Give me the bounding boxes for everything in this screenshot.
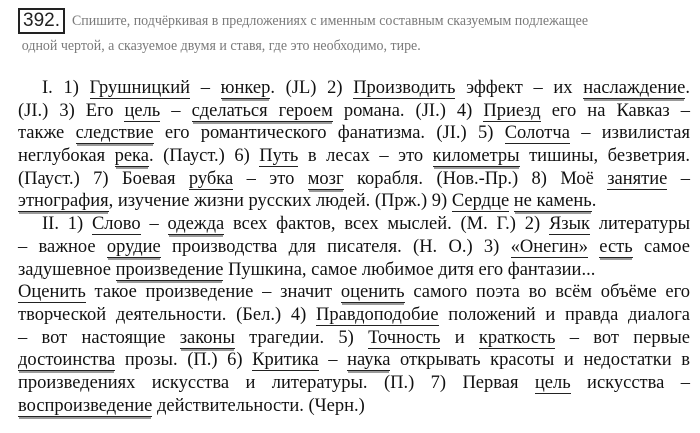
subject-word: Оценить bbox=[18, 282, 86, 303]
text-segment: (JI.) 3) Его bbox=[18, 100, 125, 121]
text-line bbox=[18, 190, 690, 213]
text-line bbox=[18, 327, 690, 350]
subject-word: цель bbox=[534, 372, 571, 393]
text-segment: всех фактов, всех мыслей. (М. Г.) 2) bbox=[224, 214, 549, 235]
text-segment: . (JL) 2) bbox=[270, 78, 354, 98]
text-segment: трагедии. 5) bbox=[234, 327, 369, 348]
text-segment: также bbox=[18, 123, 76, 144]
predicate-word: не камень bbox=[513, 191, 592, 212]
text-segment: Пушкина, самое любимое дитя его фантазии... bbox=[223, 259, 596, 280]
text-segment: – извилистая bbox=[569, 123, 691, 144]
text-segment: открывать красоты и недостатки в bbox=[390, 350, 691, 371]
text-segment: – bbox=[190, 78, 221, 98]
subject-word: Приезд bbox=[483, 100, 541, 121]
instruction-line-2: одной чертой, а сказуемое двумя и ставя, где это необходимо, тире. bbox=[21, 38, 421, 54]
exercise-text bbox=[18, 77, 690, 417]
text-segment: и bbox=[440, 327, 479, 348]
text-segment: (Пауст.) 7) Боевая bbox=[18, 168, 189, 189]
predicate-word: мозг bbox=[307, 168, 344, 189]
predicate-word: достоинства bbox=[18, 350, 116, 371]
text-segment: задушевное bbox=[18, 259, 116, 280]
predicate-word: есть bbox=[599, 236, 633, 257]
text-segment bbox=[588, 237, 599, 257]
subject-word: Солотча bbox=[504, 123, 570, 144]
predicate-word: километры bbox=[432, 146, 520, 167]
text-segment: – это bbox=[233, 168, 308, 189]
text-segment: самого поэта во всём объёме его bbox=[404, 282, 690, 303]
predicate-word: орудие bbox=[106, 236, 161, 257]
text-segment: действительности. (Черн.) bbox=[152, 395, 365, 416]
predicate-word: наслаждение bbox=[583, 78, 686, 98]
predicate-word: следствие bbox=[75, 123, 154, 144]
text-segment: искусства – bbox=[570, 372, 690, 393]
predicate-word: наука bbox=[347, 350, 391, 371]
text-segment: корабля. (Нов.-Пр.) 8) Моё bbox=[343, 168, 608, 189]
text-line bbox=[18, 395, 690, 418]
text-segment: производства для писателя. (Н. О.) 3) bbox=[160, 236, 511, 257]
subject-word: Правдоподобие bbox=[316, 304, 439, 325]
text-segment: в лесах – это bbox=[298, 146, 433, 167]
text-line bbox=[18, 259, 690, 282]
text-segment: , изучение жизни русских людей. (Прж.) 9) bbox=[108, 191, 452, 212]
text-segment: прозы. (П.) 6) bbox=[115, 350, 253, 371]
subject-word: Грушницкий bbox=[89, 78, 191, 98]
predicate-word: произведение bbox=[115, 259, 224, 280]
text-segment: – bbox=[318, 350, 348, 371]
predicate-word: воспроизведение bbox=[18, 395, 153, 416]
text-segment: . (Пауст.) 6) bbox=[148, 146, 260, 167]
predicate-word: юнкер bbox=[220, 78, 271, 98]
subject-word: краткость bbox=[478, 327, 556, 348]
text-segment: – важное bbox=[18, 236, 107, 257]
text-segment: такое произведение – значит bbox=[85, 282, 341, 303]
text-segment: тишины, безветрия. bbox=[519, 146, 691, 167]
text-segment: II. 1) bbox=[42, 214, 92, 235]
exercise-number: 392. bbox=[18, 8, 65, 34]
text-segment: эффект – их bbox=[455, 78, 584, 98]
subject-word: Язык bbox=[548, 214, 591, 235]
text-segment: положений и правда диалога bbox=[438, 304, 690, 325]
text-segment: творческой деятельности. (Бел.) 4) bbox=[18, 304, 316, 325]
subject-word: Производить bbox=[353, 78, 456, 98]
subject-word: рубка bbox=[188, 168, 234, 189]
predicate-word: этнография bbox=[18, 191, 109, 212]
text-line bbox=[18, 122, 690, 145]
text-line bbox=[18, 100, 690, 123]
text-line bbox=[18, 77, 690, 100]
text-segment: произведениях искусства и литературы. (П.) 7) Первая bbox=[18, 372, 535, 393]
text-segment: его на Кавказ – bbox=[540, 100, 690, 121]
subject-word: Точность bbox=[368, 327, 441, 348]
subject-word: Путь bbox=[259, 146, 299, 167]
text-line bbox=[18, 213, 690, 236]
subject-word: занятие bbox=[607, 168, 668, 189]
text-segment: неглубокая bbox=[18, 146, 115, 167]
text-segment: романа. (JI.) 4) bbox=[332, 100, 484, 121]
text-line bbox=[18, 372, 690, 395]
text-segment: самое bbox=[632, 236, 690, 257]
subject-word: Слово bbox=[91, 214, 141, 235]
subject-word: Сердце bbox=[451, 191, 510, 212]
predicate-word: одежда bbox=[167, 214, 225, 235]
text-line bbox=[18, 349, 690, 372]
predicate-word: сделаться героем bbox=[191, 100, 333, 121]
text-segment: – bbox=[160, 100, 192, 121]
text-segment: – вот первые bbox=[555, 327, 690, 348]
text-segment: . bbox=[591, 191, 597, 212]
text-line bbox=[18, 236, 690, 259]
text-segment: – bbox=[140, 214, 168, 235]
text-segment: – вот настоящие bbox=[18, 327, 180, 348]
text-segment: I. 1) bbox=[42, 78, 90, 98]
text-line bbox=[18, 304, 690, 327]
text-segment: его романтического фанатизма. (JI.) 5) bbox=[153, 123, 505, 144]
predicate-word: законы bbox=[179, 327, 235, 348]
text-line bbox=[18, 281, 690, 304]
text-segment: литературы bbox=[590, 214, 691, 235]
subject-word: цель bbox=[124, 100, 161, 121]
subject-word: «Онегин» bbox=[510, 236, 588, 257]
predicate-word: река bbox=[114, 146, 149, 167]
predicate-word: оценить bbox=[340, 282, 405, 303]
text-line bbox=[18, 168, 690, 191]
instruction-line-1: Спишите, подчёркивая в предложениях с именным составным сказуемым подлежащее bbox=[72, 13, 589, 29]
subject-word: Критика bbox=[252, 350, 319, 371]
text-line bbox=[18, 145, 690, 168]
text-segment: – bbox=[667, 168, 690, 189]
text-segment: . bbox=[685, 78, 691, 98]
